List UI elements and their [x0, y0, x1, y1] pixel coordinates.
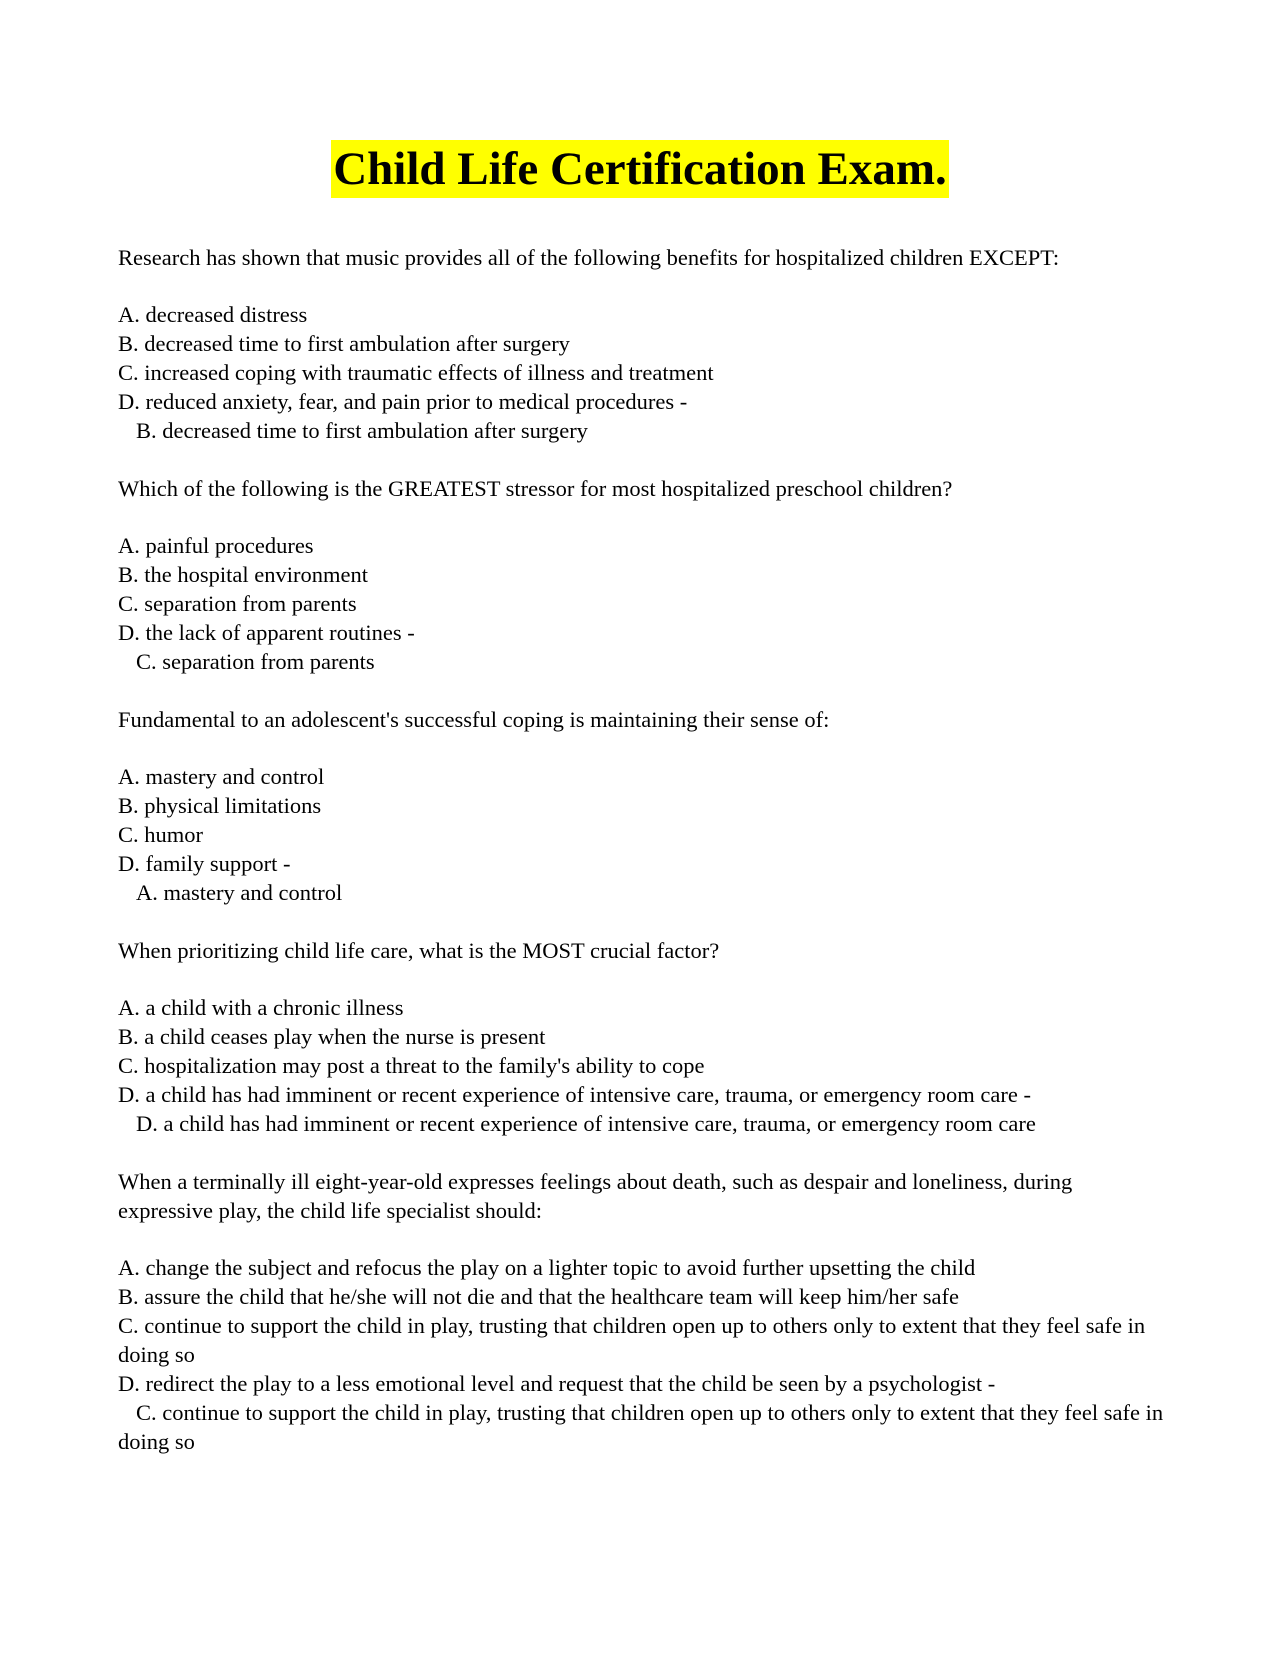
option-d: D. a child has had imminent or recent experience of intensive care, trauma, or emergency room care -: [118, 1082, 1031, 1107]
option-b: B. physical limitations: [118, 793, 322, 818]
question-text: Fundamental to an adolescent's successful coping is maintaining their sense of:: [118, 707, 830, 732]
answer-text: A. mastery and control: [136, 880, 343, 905]
option-c: C. increased coping with traumatic effects of illness and treatment: [118, 360, 714, 385]
option-a: A. change the subject and refocus the play on a lighter topic to avoid further upsetting the child: [118, 1255, 976, 1280]
question-block: [118, 1167, 1168, 1456]
option-c: C. separation from parents: [118, 591, 357, 616]
option-d: D. redirect the play to a less emotional level and request that the child be seen by a psychologist -: [118, 1371, 996, 1396]
option-b: B. the hospital environment: [118, 562, 368, 587]
answer-text: B. decreased time to first ambulation after surgery: [136, 418, 588, 443]
option-a: A. a child with a chronic illness: [118, 995, 404, 1020]
option-d: D. reduced anxiety, fear, and pain prior to medical procedures -: [118, 389, 688, 414]
question-list: [118, 243, 1168, 1485]
option-b: B. decreased time to first ambulation after surgery: [118, 331, 570, 356]
question-text: When prioritizing child life care, what is the MOST crucial factor?: [118, 938, 720, 963]
option-b: B. assure the child that he/she will not die and that the healthcare team will keep him/her safe: [118, 1284, 959, 1309]
question-text: Which of the following is the GREATEST stressor for most hospitalized preschool children?: [118, 476, 953, 501]
question-block: [118, 474, 1168, 676]
option-a: A. mastery and control: [118, 764, 325, 789]
option-c: C. continue to support the child in play, trusting that children open up to others only to extent that they feel safe in doing so: [118, 1313, 1146, 1367]
option-a: A. decreased distress: [118, 302, 308, 327]
answer-text: C. separation from parents: [136, 649, 375, 674]
answer-text: C. continue to support the child in play, trusting that children open up to others only to extent that they feel safe in doing so: [118, 1400, 1164, 1454]
question-block: [118, 243, 1168, 445]
question-block: [118, 705, 1168, 907]
question-text: Research has shown that music provides all of the following benefits for hospitalized children EXCEPT:: [118, 245, 1060, 270]
page-title: Child Life Certification Exam.: [331, 140, 949, 198]
option-d: D. the lack of apparent routines -: [118, 620, 415, 645]
option-c: C. hospitalization may post a threat to the family's ability to cope: [118, 1053, 705, 1078]
title-container: [0, 140, 1280, 198]
question-text: When a terminally ill eight-year-old expresses feelings about death, such as despair and loneliness, during expressive play, the child life specialist should:: [118, 1169, 1073, 1223]
option-b: B. a child ceases play when the nurse is present: [118, 1024, 546, 1049]
option-c: C. humor: [118, 822, 204, 847]
option-d: D. family support -: [118, 851, 291, 876]
question-block: [118, 936, 1168, 1138]
option-a: A. painful procedures: [118, 533, 314, 558]
answer-text: D. a child has had imminent or recent experience of intensive care, trauma, or emergency room care: [136, 1111, 1036, 1136]
